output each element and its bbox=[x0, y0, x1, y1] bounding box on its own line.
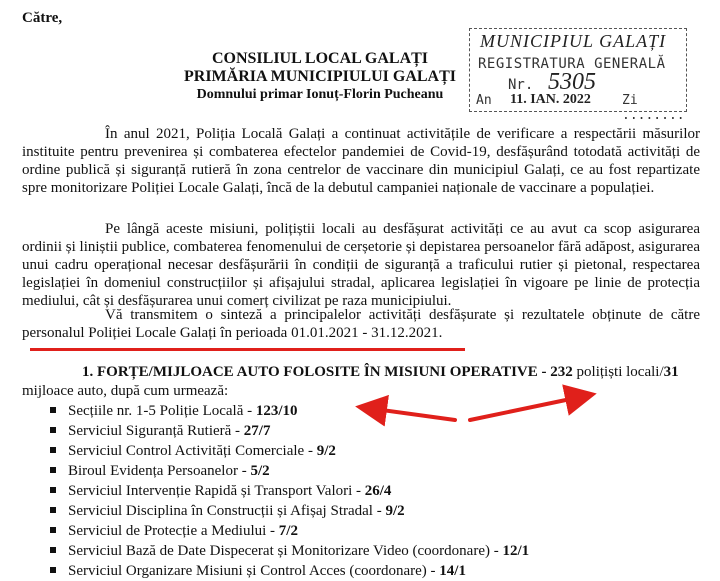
unit-value: 9/2 bbox=[316, 443, 336, 459]
section-heading-tail-1: polițiști locali/ bbox=[572, 364, 664, 380]
vehicle-count: 31 bbox=[663, 364, 679, 380]
unit-label: Serviciul Intervenție Rapidă și Transport Valori - bbox=[68, 483, 365, 499]
stamp-title: MUNICIPIUL GALAȚI bbox=[480, 31, 667, 51]
unit-value: 7/2 bbox=[278, 523, 298, 539]
unit-label: Serviciul Siguranță Rutieră - bbox=[68, 423, 244, 439]
paragraph-missions: Pe lângă aceste misiuni, polițiștii locali au desfășurat activități ce au avut ca scop asigurarea ordinii și liniștii publice, combaterea fenomenului de cerșetorie și depistarea persoanelor fără adăpost, asigurarea unui cadru operațional necesar desfășurării în condiții de siguranță a traficului rutier și pietonal, respectarea legislației în domeniul construcțiilor și afișajului stradal, aplicarea legislației în vigoare pe linie de protecția mediului, cât și desfășurarea unui comerț civilizat pe raza municipiului. bbox=[22, 221, 700, 309]
unit-label: Serviciul Organizare Misiuni și Control Acces (coordonare) - bbox=[68, 563, 440, 579]
unit-value: 26/4 bbox=[364, 483, 392, 499]
header-council: CONSILIUL LOCAL GALAȚI bbox=[211, 50, 429, 67]
section-heading-text: 1. FORȚE/MIJLOACE AUTO FOLOSITE ÎN MISIUNI OPERATIVE - bbox=[82, 364, 551, 380]
stamp-number-value: 5305 bbox=[548, 69, 596, 95]
unit-label: Serviciul Disciplina în Construcții și Afișaj Stradal - bbox=[68, 503, 386, 519]
header-mayor: Domnului primar Ionuț-Florin Pucheanu bbox=[196, 87, 444, 102]
unit-label: Secțiile nr. 1-5 Poliție Locală - bbox=[68, 403, 256, 419]
header-city-hall: PRIMĂRIA MUNICIPIULUI GALAȚI bbox=[183, 68, 456, 85]
right-arrow-icon bbox=[470, 396, 585, 420]
section-heading-tail-2: mijloace auto, după cum urmează: bbox=[22, 383, 229, 399]
unit-value: 9/2 bbox=[385, 503, 405, 519]
unit-label: Serviciul Bază de Date Dispecerat și Monitorizare Video (coordonare) - bbox=[68, 543, 503, 559]
addressee-label: Către, bbox=[22, 10, 63, 26]
unit-value: 12/1 bbox=[502, 543, 530, 559]
stamp-day-label: Zi ........ bbox=[622, 93, 685, 123]
stamp-year-label: An bbox=[476, 93, 492, 108]
unit-value: 123/10 bbox=[255, 403, 298, 419]
stamp-date-value: 11. IAN. 2022 bbox=[510, 92, 591, 107]
paragraph-intro: În anul 2021, Poliția Locală Galați a continuat activitățile de verificare a respectării măsurilor instituite pentru prevenirea și combaterea efectelor pandemiei de Covid-19, desfășurând totodată activități de ordine publică și siguranță rutieră în zona centrelor de vaccinare din municipiul Galați, ce au fost repartizate spre monitorizare Poliției Locale Galați, încă de la debutul campaniei naționale de vaccinare a populației. bbox=[22, 126, 700, 196]
unit-label: Serviciul Control Activități Comerciale - bbox=[68, 443, 317, 459]
stamp-subtitle: REGISTRATURA GENERALĂ bbox=[478, 56, 666, 72]
unit-value: 14/1 bbox=[439, 563, 466, 579]
unit-value: 27/7 bbox=[243, 423, 271, 439]
unit-label: Biroul Evidența Persoanelor - bbox=[68, 463, 251, 479]
unit-value: 5/2 bbox=[250, 463, 270, 479]
paragraph-summary: Vă transmitem o sinteză a principalelor activități desfășurate și rezultatele obținute de către personalul Poliției Locale Galați în perioada 01.01.2021 - 31.12.2021. bbox=[22, 307, 700, 341]
unit-label: Serviciul de Protecție a Mediului - bbox=[68, 523, 279, 539]
left-arrow-icon bbox=[367, 408, 455, 420]
stamp-number-label: Nr. bbox=[508, 77, 534, 93]
officer-count: 232 bbox=[550, 364, 573, 380]
